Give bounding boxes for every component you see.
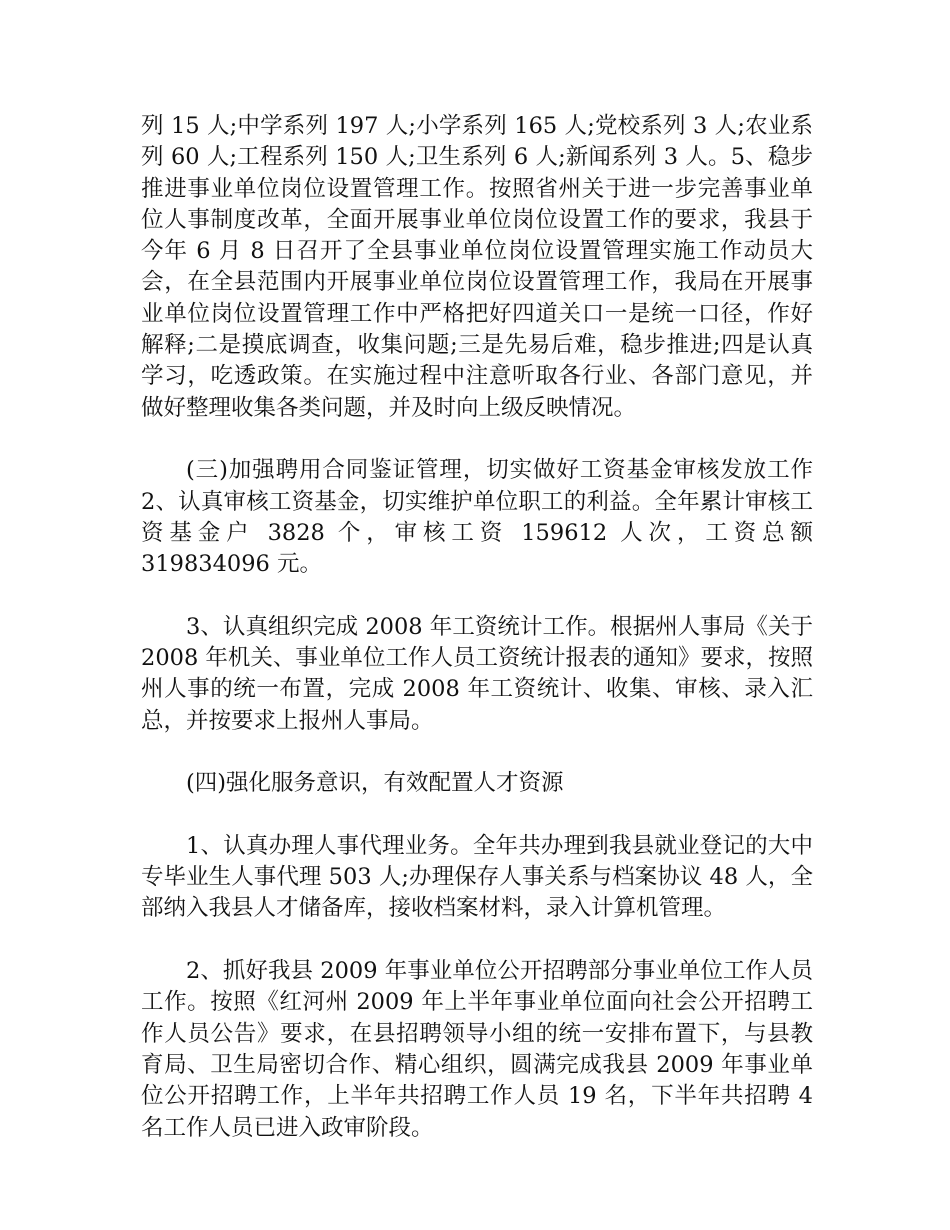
section-heading-talent-resources: (四)强化服务意识，有效配置人才资源 — [186, 770, 564, 797]
paragraph-public-recruitment: 2、抓好我县 2009 年事业单位公开招聘部分事业单位工作人员工作。按照《红河州 2009 年上半年事业单位面向社会公开招聘工作人员公告》要求，在县招聘领导小组的统一安排布置下，与县教育局、卫生局密切合作、精心组织，圆满完成我县 2009 年事业单位公开招聘工作，上半年共招聘工作人员 19 名，下半年共招聘 4 名工作人员已进入政审阶段。 — [141, 958, 821, 1141]
paragraph-personnel-agency: 1、认真办理人事代理业务。全年共办理到我县就业登记的大中专毕业生人事代理 503 人;办理保存人事关系与档案协议 48 人，全部纳入我县人才储备库，接收档案材料，录入计算机管理。 — [141, 832, 813, 922]
document-body — [141, 111, 821, 1144]
paragraph-staffing-and-post-setup: 列 15 人;中学系列 197 人;小学系列 165 人;党校系列 3 人;农业系列 60 人;工程系列 150 人;卫生系列 6 人;新闻系列 3 人。5、稳步推进事业单位岗位设置管理工作。按照省州关于进一步完善事业单位人事制度改革，全面开展事业单位岗位设置工作的要求，我县于今年 6 月 8 日召开了全县事业单位岗位设置管理实施工作动员大会，在全县范围内开展事业单位岗位设置管理工作，我局在开展事业单位岗位设置管理工作中严格把好四道关口一是统一口径，作好解释;二是摸底调查，收集问题;三是先易后难，稳步推进;四是认真学习，吃透政策。在实施过程中注意听取各行业、各部门意见，并做好整理收集各类问题，并及时向上级反映情况。 — [141, 113, 813, 421]
paragraph-wage-fund-review: (三)加强聘用合同鉴证管理，切实做好工资基金审核发放工作 2、认真审核工资基金，切实维护单位职工的利益。全年累计审核工资基金户 3828 个，审核工资 159612 人次，工资总额 319834096 元。 — [141, 457, 821, 578]
paragraph-wage-statistics: 3、认真组织完成 2008 年工资统计工作。根据州人事局《关于 2008 年机关、事业单位工作人员工资统计报表的通知》要求，按照州人事的统一布置，完成 2008 年工资统计、收集、审核、录入汇总，并按要求上报州人事局。 — [141, 613, 821, 734]
